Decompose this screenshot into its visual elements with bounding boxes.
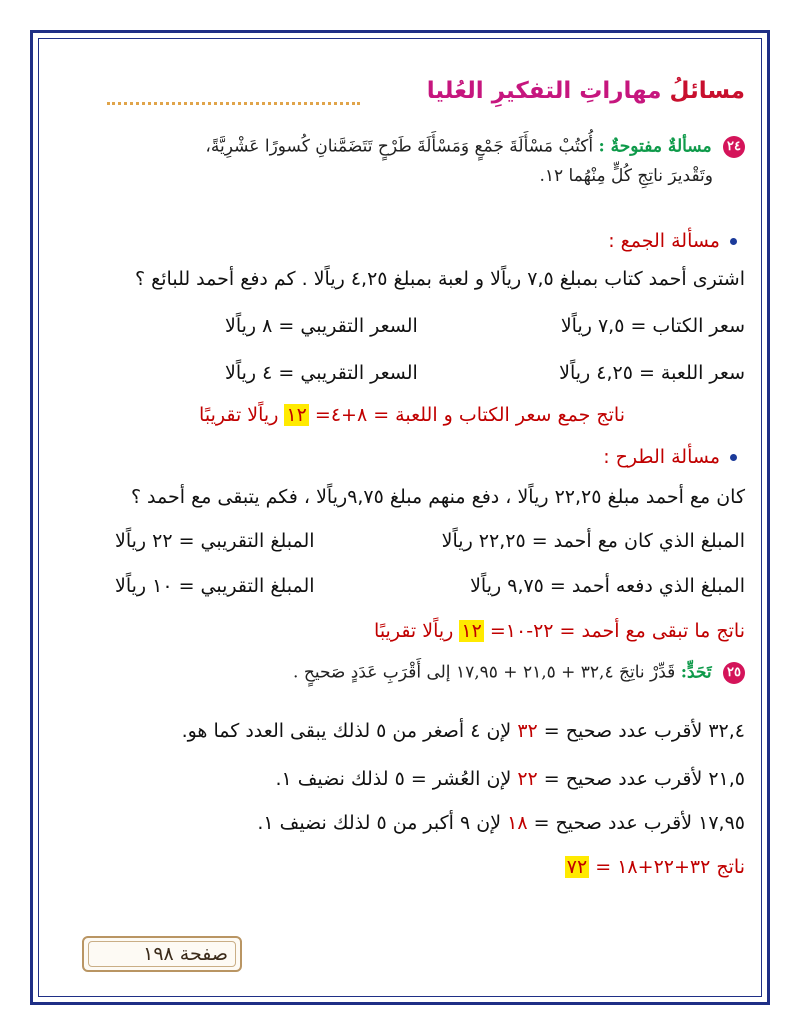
- subtraction-heading-text: مسألة الطرح :: [603, 446, 720, 468]
- solution-line2-a: ٢١,٥ لأقرب عدد صحيح =: [543, 768, 745, 790]
- section-header: [55, 78, 745, 118]
- solution-total: [565, 856, 745, 878]
- question-text-line2: وتَقْديرَ ناتِجِ كُلٍّ مِنْهُما ١٢.: [539, 166, 713, 186]
- bullet-icon: [730, 238, 737, 245]
- question-24: [55, 136, 745, 186]
- section-title-word: مسائلُ: [669, 78, 745, 104]
- addition-result-prefix: ناتج جمع سعر الكتاب و اللعبة = ٨+٤=: [314, 404, 625, 426]
- addition-heading: [608, 230, 737, 252]
- subtraction-problem: كان مع أحمد مبلغ ٢٢,٢٥ رياًلا ، دفع منهم مبلغ ٩,٧٥رياًلا ، فكم يتبقى مع أحمد ؟: [130, 486, 745, 508]
- section-title: [427, 78, 745, 104]
- solution-line3-c: لإن ٩ أكبر من ٥ لذلك نضيف ١.: [257, 812, 502, 834]
- addition-result-value: ١٢: [286, 404, 307, 426]
- solution-total-value: ٧٢: [566, 856, 588, 878]
- solution-line2-c: لإن العُشر = ٥ لذلك نضيف ١.: [275, 768, 512, 790]
- page-content: [55, 0, 745, 1035]
- addition-problem: اشترى أحمد كتاب بمبلغ ٧,٥ رياًلا و لعبة بمبلغ ٤,٢٥ رياًلا . كم دفع أحمد للبائع ؟: [135, 268, 745, 290]
- header-dotted-rule: [107, 102, 360, 105]
- addition-row2-left: السعر التقريبي = ٤ رياًلا: [225, 362, 418, 384]
- question-text: قَدِّرْ ناتِجَ ٣٢,٤ + ٢١,٥ + ١٧,٩٥ إلى أَقْرَبِ عَدَدٍ صَحيحٍ .: [293, 662, 676, 683]
- question-number-badge: ٢٥: [723, 662, 745, 684]
- addition-row2-right: سعر اللعبة = ٤,٢٥ رياًلا: [559, 362, 745, 384]
- subtraction-result-suffix: رياًلا تقريبًا: [374, 620, 454, 642]
- question-number-badge: ٢٤: [723, 136, 745, 158]
- solution-line1-b: ٣٢: [517, 720, 538, 742]
- question-25: [55, 662, 745, 684]
- subtraction-heading: [603, 446, 737, 468]
- addition-result: [199, 404, 625, 426]
- subtraction-result-prefix: ناتج ما تبقى مع أحمد = ٢٢-١٠=: [489, 620, 745, 642]
- solution-line3-b: ١٨: [507, 812, 528, 834]
- addition-heading-text: مسألة الجمع :: [608, 230, 720, 252]
- solution-line2-b: ٢٢: [517, 768, 538, 790]
- solution-line3: [257, 812, 745, 834]
- subtraction-result-value: ١٢: [461, 620, 482, 642]
- subtraction-result: [374, 620, 745, 642]
- solution-line3-a: ١٧,٩٥ لأقرب عدد صحيح =: [533, 812, 745, 834]
- addition-row1-left: السعر التقريبي = ٨ رياًلا: [225, 315, 418, 337]
- section-title-rest: مهاراتِ التفكيرِ العُليا: [426, 78, 662, 104]
- subtraction-row1-right: المبلغ الذي كان مع أحمد = ٢٢,٢٥ رياًلا: [441, 530, 745, 552]
- addition-result-suffix: رياًلا تقريبًا: [199, 404, 279, 426]
- solution-line1-c: لإن ٤ أصغر من ٥ لذلك يبقى العدد كما هو.: [181, 720, 512, 742]
- question-text-line1: أُكتُبْ مَسْأَلَةَ جَمْعٍ وَمَسْأَلَةَ طَرْحٍ تَتَضَمَّنانِ كُسورًا عَشْرِيَّةً،: [205, 136, 594, 157]
- subtraction-row2-left: المبلغ التقريبي = ١٠ رياًلا: [115, 575, 315, 597]
- solution-total-expression: ناتج ٣٢+٢٢+١٨ =: [595, 856, 745, 878]
- subtraction-row1-left: المبلغ التقريبي = ٢٢ رياًلا: [115, 530, 315, 552]
- page-number: صفحة ١٩٨: [143, 943, 228, 965]
- question-label: مسألةٌ مفتوحةٌ :: [598, 136, 712, 157]
- subtraction-row2-right: المبلغ الذي دفعه أحمد = ٩,٧٥ رياًلا: [470, 575, 745, 597]
- page-number-box: [82, 936, 242, 972]
- bullet-icon: [730, 454, 737, 461]
- addition-row1-right: سعر الكتاب = ٧,٥ رياًلا: [560, 315, 745, 337]
- question-label: تَحَدٍّ:: [680, 662, 712, 683]
- solution-line1-a: ٣٢,٤ لأقرب عدد صحيح =: [543, 720, 745, 742]
- solution-line2: [275, 768, 745, 790]
- solution-line1: [182, 720, 745, 742]
